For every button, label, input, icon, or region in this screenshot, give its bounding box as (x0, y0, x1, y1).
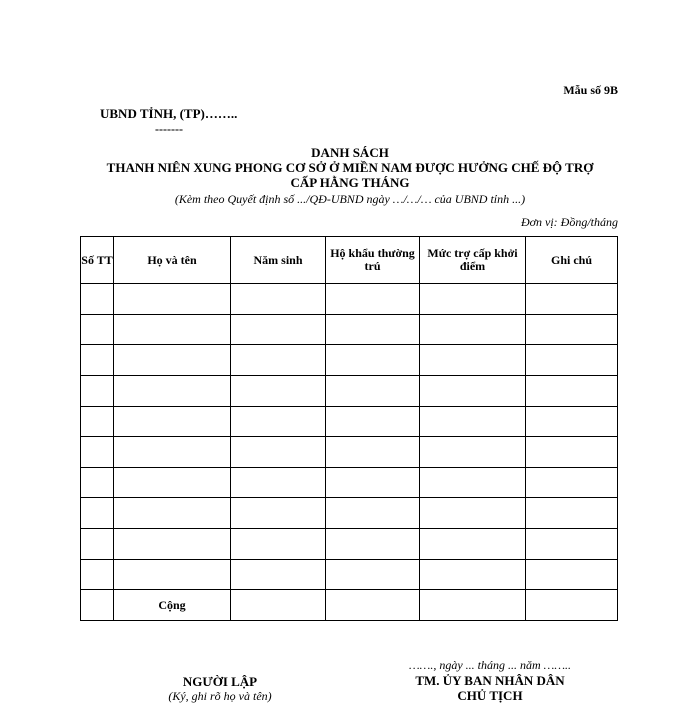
table-row (81, 406, 618, 437)
table-total-row (81, 590, 618, 621)
table-cell (231, 375, 326, 406)
table-cell (231, 590, 326, 621)
table-cell (420, 314, 526, 345)
table-cell (526, 345, 618, 376)
table-cell (420, 375, 526, 406)
document-title: DANH SÁCH (311, 145, 389, 160)
table-cell (114, 467, 231, 498)
table-header-row (81, 237, 618, 284)
table-cell (114, 314, 231, 345)
table-cell (81, 345, 114, 376)
table-cell (81, 559, 114, 590)
table-row (81, 437, 618, 468)
table-row (81, 314, 618, 345)
table-cell (81, 467, 114, 498)
col-header-notes: Ghi chú (526, 237, 618, 284)
table-cell (231, 498, 326, 529)
table-cell (526, 375, 618, 406)
preparer-title: NGƯỜI LẬP (182, 674, 258, 689)
table-cell (420, 284, 526, 315)
table-cell (81, 498, 114, 529)
table-cell (526, 590, 618, 621)
table-cell (326, 467, 420, 498)
table-cell (326, 314, 420, 345)
table-cell (81, 406, 114, 437)
unit-note: Đơn vị: Đồng/tháng (520, 215, 618, 229)
document-subtitle-line-1: THANH NIÊN XUNG PHONG CƠ SỞ Ở MIỀN NAM ĐƯỢC HƯỞNG CHẾ ĐỘ TRỢ (106, 160, 594, 175)
table-row (81, 559, 618, 590)
table-cell (326, 284, 420, 315)
table-cell (114, 529, 231, 560)
col-header-initial-allowance: Mức trợ cấp khởi điểm (420, 237, 526, 284)
decision-reference: (Kèm theo Quyết định số .../QĐ-UBND ngày …/…/… của UBND tỉnh ...) (174, 192, 526, 206)
table-cell (526, 559, 618, 590)
table-cell (420, 529, 526, 560)
beneficiary-table (80, 236, 618, 621)
issuing-agency: UBND TỈNH, (TP)…….. (100, 106, 238, 121)
table-cell (114, 406, 231, 437)
table-row (81, 467, 618, 498)
signature-date-line: ……., ngày ... tháng ... năm …….. (408, 658, 571, 672)
table-cell (420, 345, 526, 376)
table-cell (114, 345, 231, 376)
table-cell (114, 437, 231, 468)
col-header-no: Số TT (81, 237, 114, 284)
table-cell (326, 437, 420, 468)
approver-subtitle: CHỦ TỊCH (457, 688, 523, 703)
table-row (81, 375, 618, 406)
table-cell (526, 498, 618, 529)
col-header-residence: Hộ khẩu thường trú (326, 237, 420, 284)
table-cell (526, 467, 618, 498)
table-cell (231, 559, 326, 590)
table-cell (231, 406, 326, 437)
approver-title: TM. ỦY BAN NHÂN DÂN (415, 673, 565, 688)
table-cell (81, 529, 114, 560)
form-number: Mẫu số 9B (563, 83, 618, 97)
table-cell (420, 467, 526, 498)
table-cell (114, 375, 231, 406)
total-label: Cộng (114, 590, 231, 621)
preparer-sign-note: (Ký, ghi rõ họ và tên) (168, 689, 272, 703)
table-row (81, 529, 618, 560)
table-row (81, 284, 618, 315)
table-cell (114, 559, 231, 590)
table-cell (231, 529, 326, 560)
table-cell (81, 284, 114, 315)
table-cell (420, 590, 526, 621)
table-cell (420, 437, 526, 468)
agency-underline: ------- (155, 122, 183, 136)
table-cell (526, 437, 618, 468)
table-cell (326, 375, 420, 406)
table-cell (231, 314, 326, 345)
table-cell (420, 498, 526, 529)
table-cell (81, 437, 114, 468)
table-cell (526, 284, 618, 315)
table-cell (231, 284, 326, 315)
table-cell (81, 590, 114, 621)
table-cell (326, 559, 420, 590)
document-subtitle-line-2: CẤP HẰNG THÁNG (290, 175, 410, 190)
table-cell (231, 467, 326, 498)
table-cell (114, 498, 231, 529)
table-cell (81, 375, 114, 406)
table-row (81, 498, 618, 529)
table-cell (114, 284, 231, 315)
table-cell (81, 314, 114, 345)
table-cell (326, 345, 420, 376)
col-header-birth-year: Năm sinh (231, 237, 326, 284)
table-cell (420, 406, 526, 437)
table-cell (326, 529, 420, 560)
table-cell (526, 314, 618, 345)
table-cell (420, 559, 526, 590)
table-cell (526, 406, 618, 437)
table-cell (326, 590, 420, 621)
table-cell (231, 345, 326, 376)
table-cell (526, 529, 618, 560)
table-cell (326, 498, 420, 529)
table-row (81, 345, 618, 376)
table-cell (231, 437, 326, 468)
table-cell (326, 406, 420, 437)
col-header-full-name: Họ và tên (114, 237, 231, 284)
